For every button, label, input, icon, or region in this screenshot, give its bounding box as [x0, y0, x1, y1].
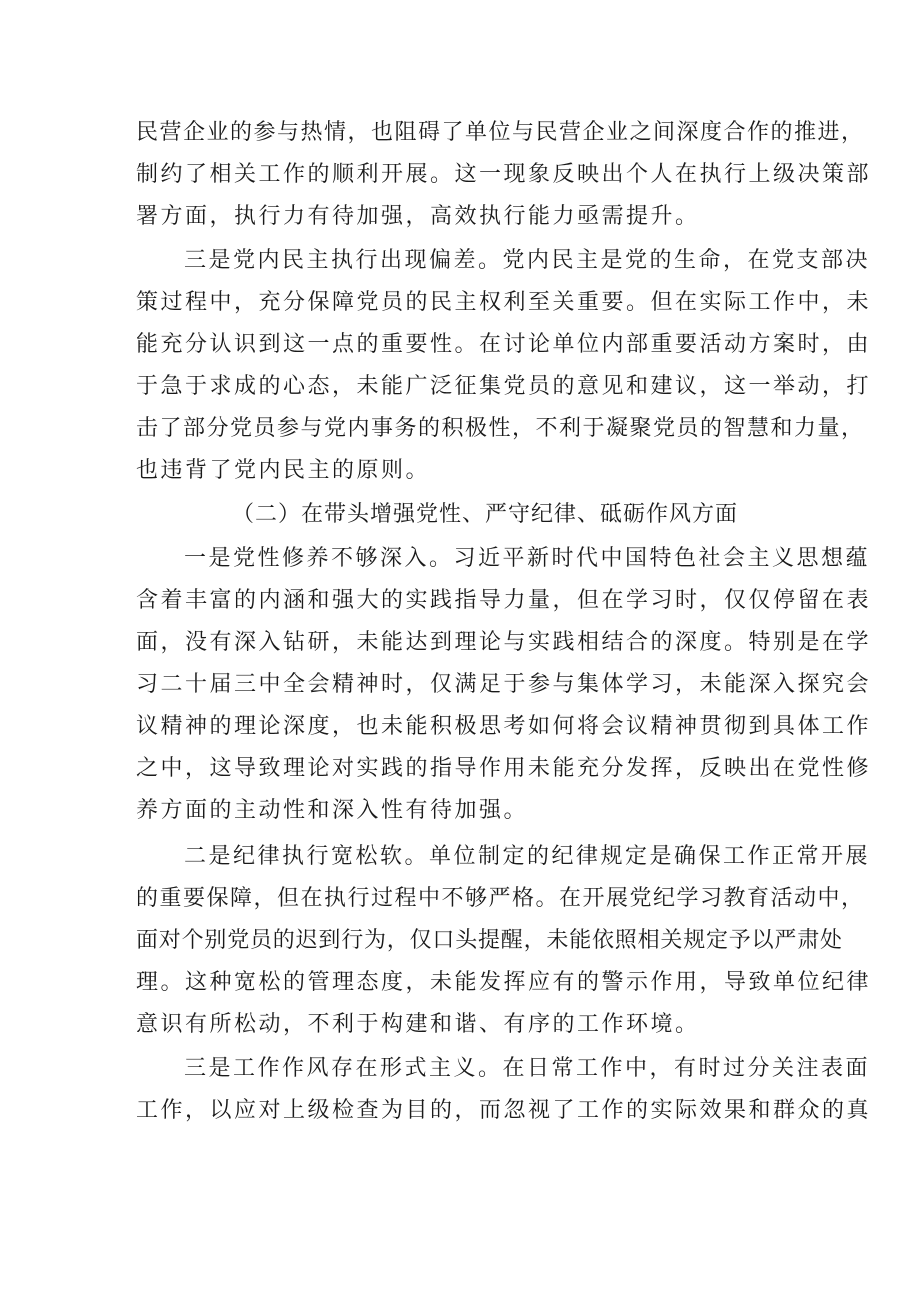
paragraph-2-line-4: 于急于求成的心态，未能广泛征集党员的意见和建议，这一举动，打 — [136, 374, 872, 399]
paragraph-2-line-1: 三是党内民主执行出现偏差。党内民主是党的生命，在党支部决 — [184, 248, 871, 273]
paragraph-4-line-5: 意识有所松动，不利于构建和谐、有序的工作环境。 — [136, 1012, 700, 1037]
paragraph-3-line-2: 含着丰富的内涵和强大的实践指导力量，但在学习时，仅仅停留在表 — [136, 588, 872, 613]
paragraph-2-line-3: 能充分认识到这一点的重要性。在讨论单位内部重要活动方案时，由 — [136, 332, 872, 357]
paragraph-2-line-5: 击了部分党员参与党内事务的积极性，不利于凝聚党员的智慧和力量， — [136, 416, 865, 441]
paragraph-1-line-3: 署方面，执行力有待加强，高效执行能力亟需提升。 — [136, 204, 700, 229]
section-heading: （二）在带头增强党性、严守纪律、砥砺作风方面 — [232, 502, 739, 527]
paragraph-3-line-6: 之中，这导致理论对实践的指导作用未能充分发挥，反映出在党性修 — [136, 756, 872, 781]
paragraph-2-line-6: 也违背了党内民主的原则。 — [136, 458, 431, 483]
paragraph-3-line-5: 议精神的理论深度，也未能积极思考如何将会议精神贯彻到具体工作 — [136, 714, 872, 739]
paragraph-4-line-4: 理。这种宽松的管理态度，未能发挥应有的警示作用，导致单位纪律 — [136, 970, 872, 995]
paragraph-3-line-1: 一是党性修养不够深入。习近平新时代中国特色社会主义思想蕴 — [184, 546, 871, 571]
paragraph-5-line-2: 工作，以应对上级检查为目的，而忽视了工作的实际效果和群众的真 — [136, 1098, 872, 1123]
paragraph-5-line-1: 三是工作作风存在形式主义。在日常工作中，有时过分关注表面 — [184, 1056, 871, 1081]
paragraph-2-line-2: 策过程中，充分保障党员的民主权利至关重要。但在实际工作中，未 — [136, 290, 872, 315]
paragraph-4-line-2: 的重要保障，但在执行过程中不够严格。在开展党纪学习教育活动中， — [136, 886, 865, 911]
paragraph-4-line-3: 面对个别党员的迟到行为，仅口头提醒，未能依照相关规定予以严肃处 — [136, 928, 843, 953]
paragraph-4-line-1: 二是纪律执行宽松软。单位制定的纪律规定是确保工作正常开展 — [184, 844, 871, 869]
paragraph-1-line-2: 制约了相关工作的顺利开展。这一现象反映出个人在执行上级决策部 — [136, 162, 872, 187]
paragraph-3-line-3: 面，没有深入钻研，未能达到理论与实践相结合的深度。特别是在学 — [136, 630, 872, 655]
paragraph-1-line-1: 民营企业的参与热情，也阻碍了单位与民营企业之间深度合作的推进， — [136, 120, 865, 145]
paragraph-3-line-7: 养方面的主动性和深入性有待加强。 — [136, 798, 529, 823]
paragraph-3-line-4: 习二十届三中全会精神时，仅满足于参与集体学习，未能深入探究会 — [136, 672, 872, 697]
